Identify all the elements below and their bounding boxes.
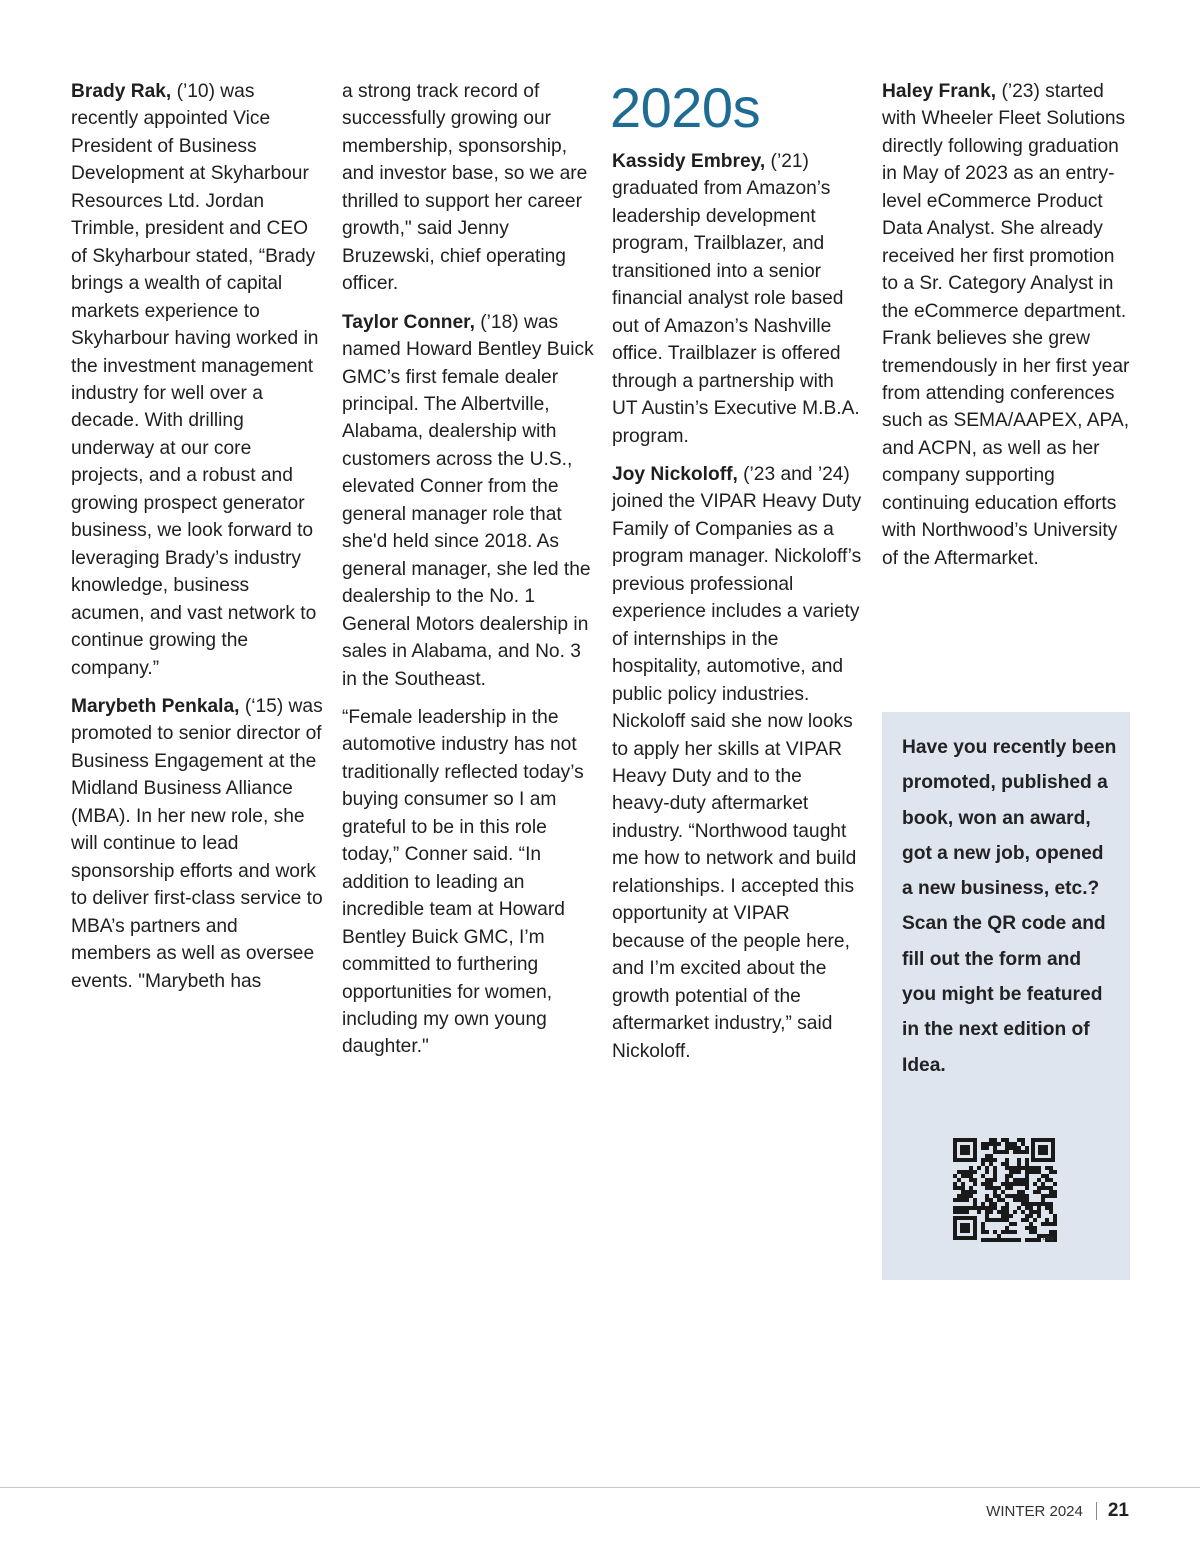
taylor-conner-text: (’18) was named Howard Bentley Buick GMC’s first female dealer principal. The Albertville, Alabama, dealership with customers across the U.S., elevated Conner from the general manager role that she'd held since 2018. As general manager, she led the dealership to the No. 1 General Motors dealership in sales in Alabama, and No. 3 in the Southeast. <box>342 311 594 690</box>
footer-separator <box>1096 1502 1097 1520</box>
taylor-conner-name: Taylor Conner, <box>342 311 475 333</box>
joy-nickoloff-text: (’23 and ’24) joined the VIPAR Heavy Duty Family of Companies as a program manager. Nickoloff’s previous professional experience includes a variety of internships in the hospitality, automotive, and public policy industries. Nickoloff said she now looks to apply her skills at VIPAR Heavy Duty and to the heavy-duty aftermarket industry. “Northwood taught me how to network and build relationships. I accepted this opportunity at VIPAR because of the people here, and I’m excited about the growth potential of the aftermarket industry,” said Nickoloff. <box>612 463 862 1062</box>
decade-heading: 2020s <box>610 76 761 139</box>
brady-rak-name: Brady Rak, <box>71 81 172 102</box>
taylor-conner-quote: “Female leadership in the automotive industry has not traditionally reflected today’s buying consumer so I am grateful to be in this role today,” Conner said. “In addition to leading an incredible team at Howard Bentley Buick GMC, I’m committed to furthering opportunities for women, including my own young daughter." <box>342 706 584 1058</box>
column-2 <box>342 78 594 1072</box>
brady-rak-text: (’10) was recently appointed Vice President of Business Development at Skyharbour Resources Ltd. Jordan Trimble, president and CEO of Skyharbour stated, “Brady brings a wealth of capital markets experience to Skyharbour having worked in the investment management industry for well over a decade. With drilling underway at our core projects, and a robust and growing prospect generator business, we look forward to leveraging Brady’s industry knowledge, business acumen, and vast network to continue growing the company.” <box>71 81 319 679</box>
column-3 <box>612 78 864 1076</box>
haley-frank-name: Haley Frank, <box>882 81 997 102</box>
callout-text: Have you recently been promoted, published a book, won an award, got a new job, opened a new business, etc.? Scan the QR code and fill out the form and you might be featured in the next edition of Idea. <box>902 737 1117 1076</box>
page-footer <box>986 1500 1129 1522</box>
joy-nickoloff-entry <box>612 461 864 1065</box>
joy-nickoloff-name: Joy Nickoloff, <box>612 463 738 485</box>
qr-code-icon[interactable] <box>951 1136 1057 1242</box>
brady-rak-entry <box>71 78 323 682</box>
page-number: 21 <box>1107 1500 1129 1521</box>
qr-code-label: bitly <box>1043 1236 1054 1242</box>
kassidy-embrey-text: (’21) graduated from Amazon’s leadership development program, Trailblazer, and transitioned into a senior financial analyst role based out of Amazon’s Nashville office. Trailblazer is offered through a partnership with UT Austin’s Executive M.B.A. program. <box>612 151 860 447</box>
marybeth-penkala-text: (‘15) was promoted to senior director of Business Engagement at the Midland Business Alliance (MBA). In her new role, she will continue to lead sponsorship efforts and work to deliver first-class service to MBA’s partners and members as well as oversee events. "Marybeth has <box>71 695 323 992</box>
taylor-conner-entry <box>342 309 594 693</box>
footer-divider <box>0 1487 1200 1488</box>
haley-frank-entry <box>882 78 1130 572</box>
kassidy-embrey-entry <box>612 148 864 450</box>
marybeth-penkala-entry <box>71 693 323 995</box>
issue-label: WINTER 2024 <box>986 1502 1083 1520</box>
kassidy-embrey-name: Kassidy Embrey, <box>612 151 766 172</box>
column-4 <box>882 78 1130 583</box>
column-1 <box>71 78 323 1006</box>
marybeth-penkala-name: Marybeth Penkala, <box>71 695 240 717</box>
haley-frank-text: (’23) started with Wheeler Fleet Solutions directly following graduation in May of 2023 as an entry-level eCommerce Product Data Analyst. She already received her first promotion to a Sr. Category Analyst in the eCommerce department. Frank believes she grew tremendously in her first year from attending conferences such as SEMA/AAPEX, APA, and ACPN, as well as her company supporting continuing education efforts with Northwood’s University of the Aftermarket. <box>882 81 1130 569</box>
marybeth-penkala-continued: a strong track record of successfully growing our membership, sponsorship, and investor base, so we are thrilled to support her career growth," said Jenny Bruzewski, chief operating officer. <box>342 81 588 295</box>
